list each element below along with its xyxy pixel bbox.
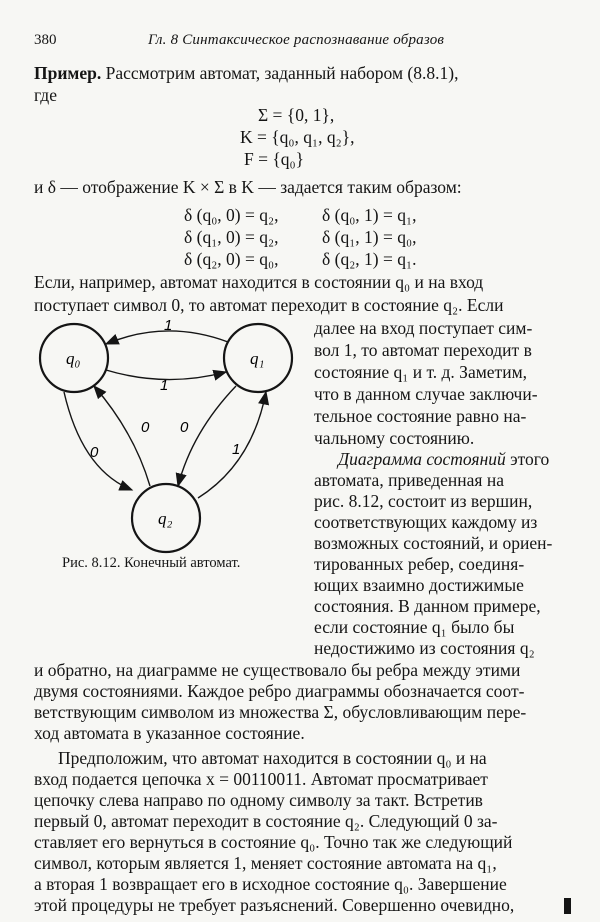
para3-line2: вход подается цепочка x = 00110011. Автомат просматривает (34, 769, 488, 789)
para1-narrow-4: что в данном случае заключи- (314, 384, 538, 404)
para2-narrow-6: тированных ребер, соединя- (314, 554, 525, 574)
transition-q0-1: δ (q₀, 1) = q₁, (322, 205, 417, 225)
proof-end-mark (564, 898, 571, 914)
para2-narrow-5: возможных состояний, и ориен- (314, 533, 553, 553)
para1-narrow-3: состояние q₁ и т. д. Заметим, (314, 362, 528, 382)
para2-narrow-4: соответствующих каждому из (314, 512, 538, 532)
example-label: Пример. (34, 63, 102, 83)
edge-label-q0-q1: 1 (160, 377, 169, 394)
para3-line1: Предположим, что автомат находится в состоянии q₀ и на (58, 748, 487, 768)
edge-label-q1-q0: 1 (164, 317, 173, 334)
edge-q0-to-q2 (64, 392, 132, 490)
edge-label-q2-q1: 1 (232, 441, 241, 458)
example-intro-line2: где (34, 85, 57, 105)
page-number: 380 (34, 32, 57, 48)
para2-full-4: ход автомата в указанное состояние. (34, 723, 305, 743)
para2-narrow-1: Диаграмма состояний этого (338, 449, 550, 469)
para1-narrow-6: чальному состоянию. (314, 428, 475, 448)
para3-line6: символ, которым является 1, меняет состояние автомата на q₁, (34, 853, 497, 873)
para2-full-1: и обратно, на диаграмме не существовало бы ребра между этими (34, 660, 521, 680)
term-state-diagram: Диаграмма состояний (338, 449, 506, 469)
para2-narrow-7: ющих взаимно достижимые (314, 575, 524, 595)
para2-full-3: ветствующим символом из множества Σ, обусловливающим пере- (34, 702, 527, 722)
para1-narrow-5: тельное состояние равно на- (314, 406, 527, 426)
para2-narrow-8: состояния. В данном примере, (314, 596, 541, 616)
set-f: F = {q₀} (244, 149, 305, 169)
state-q1-label: q₁ (250, 349, 265, 368)
mapping-line: и δ — отображение K × Σ в K — задается таким образом: (34, 177, 462, 197)
example-intro-text: Рассмотрим автомат, заданный набором (8.8.1), (105, 63, 459, 83)
para2-full-2: двумя состояниями. Каждое ребро диаграммы обозначается соот- (34, 681, 525, 701)
edge-q1-to-q2 (178, 386, 236, 486)
para2-narrow-2: автомата, приведенная на (314, 470, 504, 490)
transition-q1-0: δ (q₁, 0) = q₂, (184, 227, 279, 247)
example-intro (34, 62, 572, 85)
edge-label-q2-q0: 0 (141, 419, 150, 436)
figure-caption: Рис. 8.12. Конечный автомат. (62, 555, 241, 571)
para1-narrow-2: вол 1, то автомат переходит в (314, 340, 532, 360)
page-header (34, 32, 574, 54)
para3-line4: первый 0, автомат переходит в состояние q₂. Следующий 0 за- (34, 811, 498, 831)
transition-q2-1: δ (q₂, 1) = q₁. (322, 249, 417, 269)
transition-q2-0: δ (q₂, 0) = q₀, (184, 249, 279, 269)
para3-line3: цепочку слева направо по одному символу за такт. Встретив (34, 790, 483, 810)
state-q0-label: q₀ (66, 349, 81, 368)
running-title: Гл. 8 Синтаксическое распознавание образов (148, 32, 445, 48)
transition-q1-1: δ (q₁, 1) = q₀, (322, 227, 417, 247)
transition-q0-0: δ (q₀, 0) = q₂, (184, 205, 279, 225)
para1-narrow-1: далее на вход поступает сим- (314, 318, 533, 338)
edge-label-q1-q2: 0 (180, 419, 189, 436)
para2-narrow-3: рис. 8.12, состоит из вершин, (314, 491, 533, 511)
para3-line5: ставляет его вернуться в состояние q₀. Точно так же следующий (34, 832, 513, 852)
edge-label-q0-q2: 0 (90, 444, 99, 461)
set-sigma: Σ = {0, 1}, (258, 105, 335, 125)
para3-line8: этой процедуры не требует разъяснений. Совершенно очевидно, (34, 895, 515, 915)
para2-narrow-9: если состояние q₁ было бы (314, 617, 515, 637)
state-q2-label: q₂ (158, 509, 173, 528)
para1-line2: поступает символ 0, то автомат переходит в состояние q₂. Если (34, 295, 504, 315)
para3-line7: а вторая 1 возвращает его в исходное состояние q₀. Завершение (34, 874, 507, 894)
set-k: K = {q₀, q₁, q₂}, (240, 127, 355, 147)
state-diagram-figure (34, 314, 304, 554)
para2-narrow-10: недостижимо из состояния q₂ (314, 638, 535, 658)
para1-line1: Если, например, автомат находится в состоянии q₀ и на вход (34, 272, 484, 292)
